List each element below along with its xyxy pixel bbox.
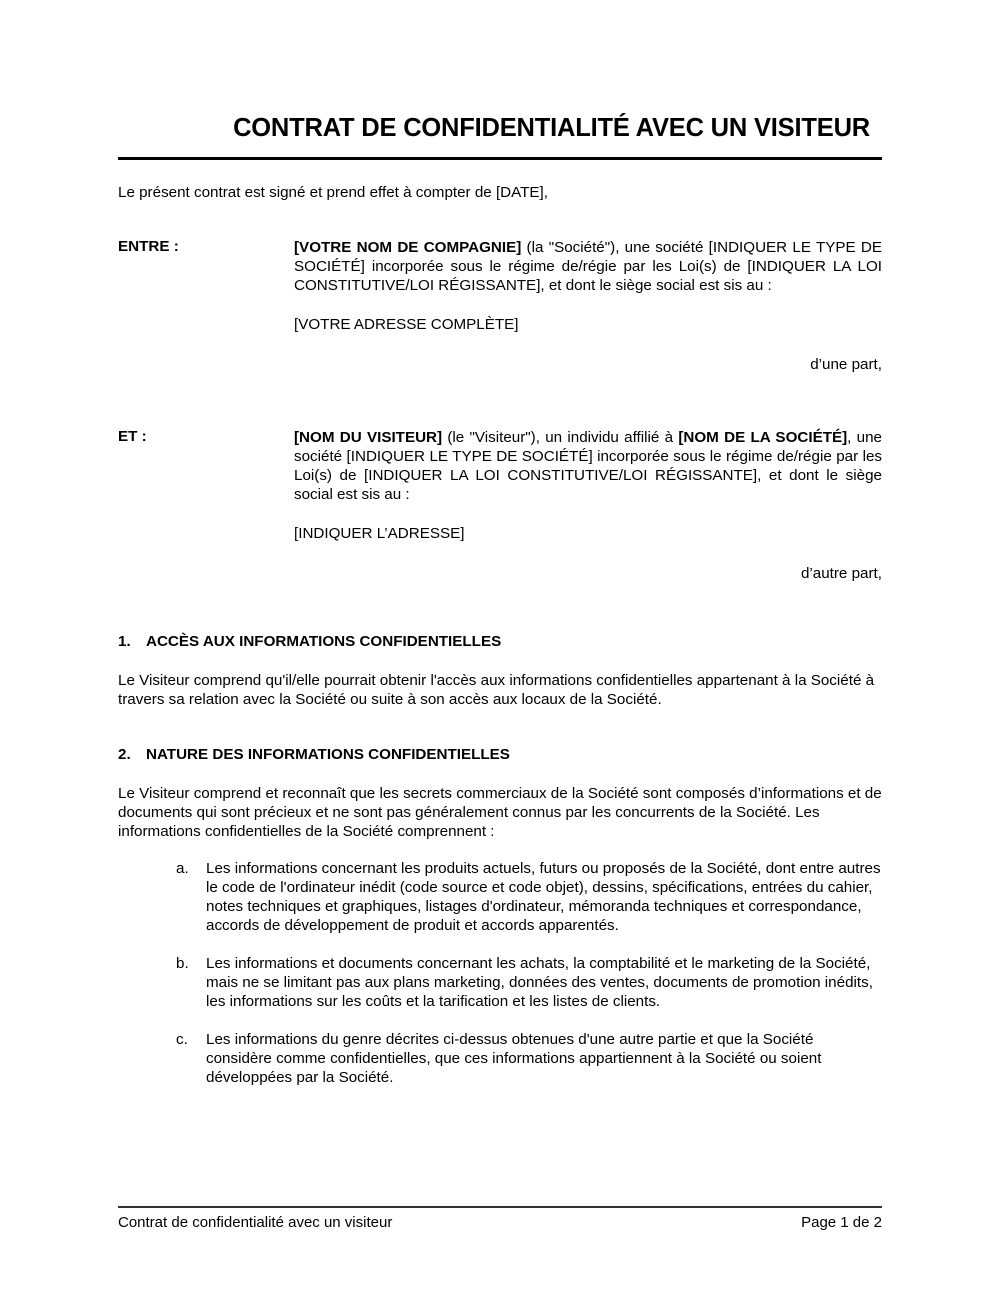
visitor-company-placeholder: [NOM DE LA SOCIÉTÉ] xyxy=(678,429,848,446)
section-1-heading: 1. ACCÈS AUX INFORMATIONS CONFIDENTIELLES xyxy=(118,633,502,650)
party-second-label: ET : xyxy=(118,428,147,445)
footer-page-number: Page 1 de 2 xyxy=(801,1214,882,1231)
company-name-placeholder: [VOTRE NOM DE COMPAGNIE] xyxy=(294,239,522,256)
title-divider xyxy=(118,157,882,160)
party-second-body xyxy=(294,428,882,583)
visitor-name-placeholder: [NOM DU VISITEUR] xyxy=(294,429,443,446)
section-2-heading: 2. NATURE DES INFORMATIONS CONFIDENTIELLES xyxy=(118,746,510,763)
party-second-description: [NOM DU VISITEUR] (le "Visiteur"), un individu affilié à [NOM DE LA SOCIÉTÉ], une société [INDIQUER LE TYPE DE SOCIÉTÉ] incorporée sous le régime de/régie par les Loi(s) de [INDIQUER LA LOI CONSTITUTIVE/LOI RÉGISSANTE], et dont le siège social est sis au : xyxy=(294,429,883,503)
footer-document-name: Contrat de confidentialité avec un visiteur xyxy=(118,1214,393,1231)
party-first-side: d’une part, xyxy=(810,356,882,373)
party-first-body xyxy=(294,238,882,374)
confidential-info-list xyxy=(176,859,882,1106)
intro-paragraph: Le présent contrat est signé et prend effet à compter de [DATE], xyxy=(118,184,548,201)
party-first-label: ENTRE : xyxy=(118,238,179,255)
list-item: b. Les informations et documents concernant les achats, la comptabilité et le marketing de la Société, mais ne se limitant pas aux plans marketing, données des ventes, documents de promotion inédits, les informations sur les coûts et la tarification et les listes de clients. xyxy=(176,955,873,1010)
list-item: c. Les informations du genre décrites ci-dessus obtenues d'une autre partie et que la Société considère comme confidentielles, que ces informations appartiennent à la Société ou soient développées par la Société. xyxy=(176,1031,822,1086)
party-first-address: [VOTRE ADRESSE COMPLÈTE] xyxy=(294,316,519,333)
party-first-description: [VOTRE NOM DE COMPAGNIE] (la "Société"), une société [INDIQUER LE TYPE DE SOCIÉTÉ] incorporée sous le régime de/régie par les Loi(s) de [INDIQUER LA LOI CONSTITUTIVE/LOI RÉGISSANTE], et dont le siège social est sis au : xyxy=(294,239,883,294)
party-second-side: d’autre part, xyxy=(800,565,882,582)
section-2-body: Le Visiteur comprend et reconnaît que les secrets commerciaux de la Société sont composés d’informations et de documents qui sont précieux et ne sont pas généralement connus par les concurrents de la Société. Les informations confidentielles de la Société comprennent : xyxy=(118,785,882,840)
footer-divider xyxy=(118,1206,882,1208)
list-item: a. Les informations concernant les produits actuels, futurs ou proposés de la Société, dont entre autres le code de l'ordinateur inédit (code source et code objet), dessins, spécifications, entrées du cahier, notes techniques et graphiques, listages d'ordinateur, mémoranda techniques et correspondance, accords de développement de produit et accords apparentés. xyxy=(176,860,881,934)
party-second-address: [INDIQUER L’ADRESSE] xyxy=(294,525,465,542)
document-title: CONTRAT DE CONFIDENTIALITÉ AVEC UN VISITEUR xyxy=(233,114,870,142)
section-1-body: Le Visiteur comprend qu'il/elle pourrait obtenir l'accès aux informations confidentielles appartenant à la Société à travers sa relation avec la Société ou suite à son accès aux locaux de la Société. xyxy=(118,672,875,708)
